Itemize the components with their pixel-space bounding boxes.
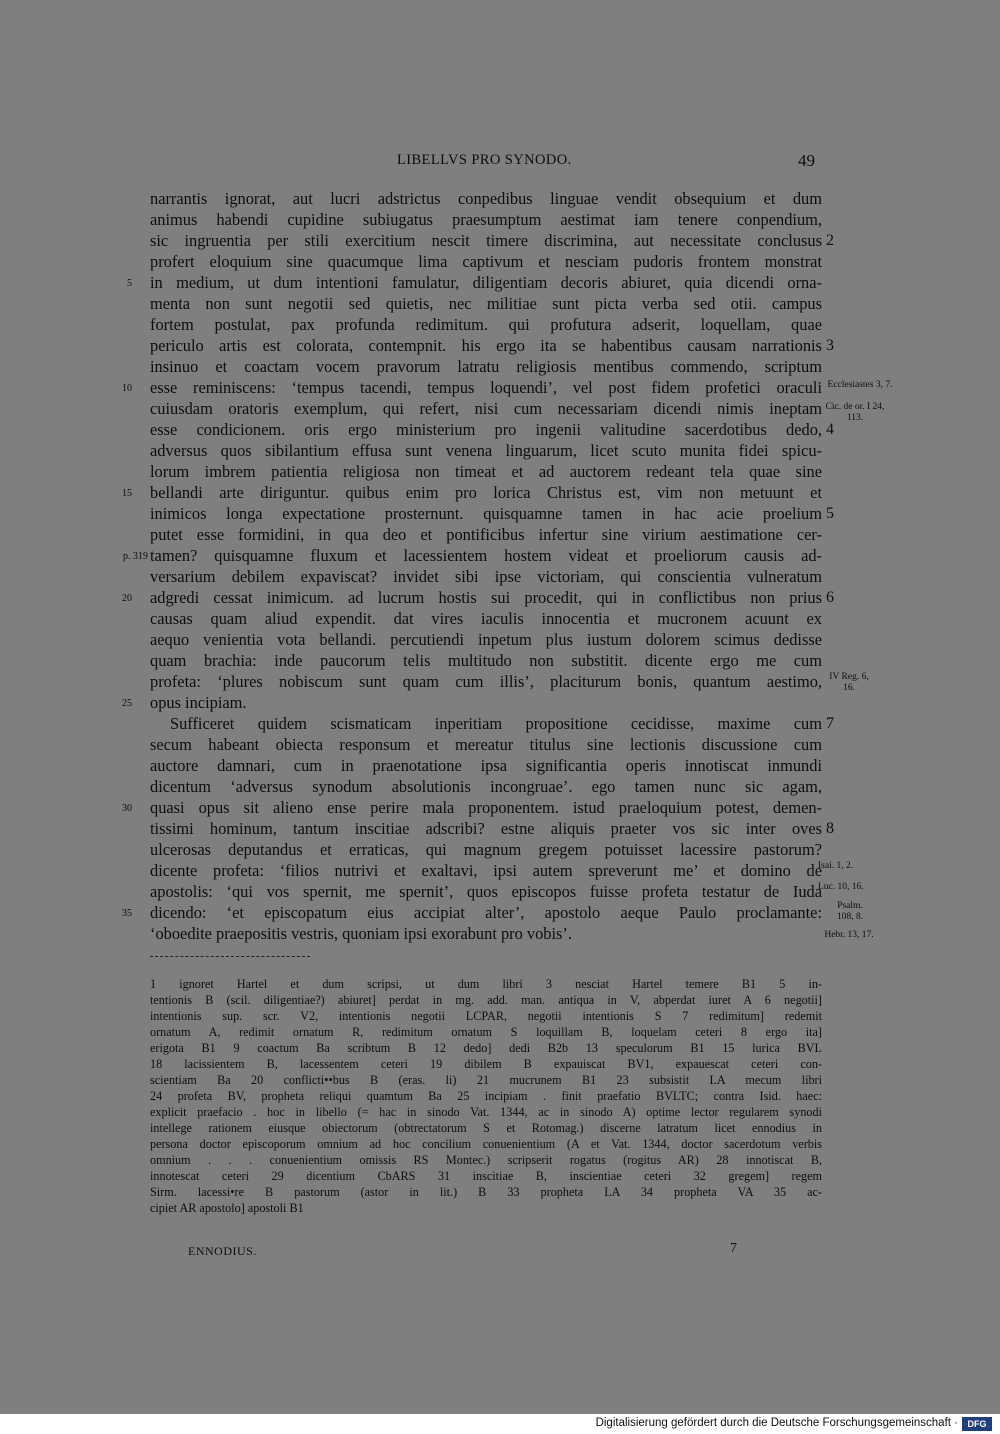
marginal-reference: Hebr. 13, 17.	[824, 930, 874, 940]
line-number: 5	[127, 278, 132, 289]
line-number: 15	[122, 488, 132, 499]
chapter-number: 4	[826, 421, 834, 438]
footnote-line: explicit praefacio . hoc in libello (= hac in sinodo Vat. 1344, ac in sinodo A) optime lector regularem synodi	[150, 1105, 822, 1119]
text-line: ulcerosas deputandus et erraticas, qui magnum gregem potuisset lacessire pastorum?	[150, 840, 822, 859]
running-title: LIBELLVS PRO SYNODO.	[397, 152, 572, 168]
text-line: bellandi arte diriguntur. quibus enim pro lorica Christus est, vim non metuunt et	[150, 483, 822, 502]
text-line: Sufficeret quidem scismaticam inperitiam propositione cecidisse, maxime cum	[170, 714, 822, 733]
text-line: secum habeant obiecta responsum et mereatur titulus sine lectionis discussione cum	[150, 735, 822, 754]
text-line: quasi opus sit alieno ense perire mala proponentem. istud praeloquium potest, demen-	[150, 798, 822, 817]
text-line: opus incipiam.	[150, 693, 247, 712]
footnote-line: intellege rationem eiusque obiectorum (obtrectatorum S et Rotomag.) discerne latratum licet ennodius in	[150, 1121, 822, 1135]
line-number: 35	[122, 908, 132, 919]
text-line: animus habendi cupidine subiugatus praesumptum aestimat iam tenere conpendium,	[150, 210, 822, 229]
text-line: esse condicionem. oris ergo ministerium pro ingenii valitudine sacerdotibus dedo,	[150, 420, 822, 439]
text-line: dicendo: ‘et episcopatum eius accipiat alter’, apostolo aeque Paulo proclamante:	[150, 903, 822, 922]
text-line: periculo artis est colorata, contempnit. his ergo ita se habentibus causam narrationis	[150, 336, 822, 355]
text-line: quam brachia: inde paucorum telis multitudo non substitit. dicente ergo me cum	[150, 651, 822, 670]
footer-credit: Digitalisierung gefördert durch die Deutsche Forschungsgemeinschaft ·	[595, 1417, 958, 1429]
line-number: 10	[122, 383, 132, 394]
footnote-line: scientiam Ba 20 conflicti••bus B (eras. li) 21 mucrunem B1 23 subsistit LA mecum libri	[150, 1073, 822, 1087]
text-line: sic ingruentia per stili exercitium nescit timere discrimina, aut necessitate conclusus	[150, 231, 822, 250]
dfg-logo-icon: DFG	[962, 1417, 992, 1431]
text-line: menta non sunt negotii sed quietis, nec militiae sunt picta verba sed otii. campus	[150, 294, 822, 313]
line-number: p. 319	[123, 551, 148, 562]
text-line: in medium, ut dum intentioni famulatur, diligentiam decoris abiuret, quia dicendi orna-	[150, 273, 822, 292]
text-line: versarium debilem expaviscat? invidet sibi ipse victoriam, qui conscientia vulneratum	[150, 567, 822, 586]
footnote-line: intentionis sup. scr. V2, intentionis negotii LCPAR, negotii intentionis S 7 redimitum] redemit	[150, 1009, 822, 1023]
footnote-line: innotescat ceteri 29 dicentium CbARS 31 inscitiae B, inscientiae ceteri 32 gregem] regem	[150, 1169, 822, 1183]
marginal-reference: Ecclesiastes 3, 7.	[827, 380, 893, 390]
footnote-line: 18 lacissientem B, lacessentem ceteri 19 dibilem B expauiscat BV1, expauescat ceteri con-	[150, 1057, 822, 1071]
footnote-line: 1 ignoret Hartel et dum scripsi, ut dum libri 3 nesciat Hartel temere B1 5 in-	[150, 977, 822, 991]
text-line: ‘oboedite praepositis vestris, quoniam ipsi exorabunt pro vobis’.	[150, 924, 572, 943]
text-line: apostolis: ‘qui vos spernit, me spernit’, quos episcopos fuisse profeta testatur de Iuda	[150, 882, 822, 901]
signature-sheet-number: 7	[730, 1241, 737, 1256]
digitization-footer	[0, 1414, 1000, 1434]
footnote-separator	[150, 956, 310, 957]
text-line: lorum imbrem patientia religiosa non timeat et ad auctorem redeant tela quae sine	[150, 462, 822, 481]
chapter-number: 5	[826, 505, 834, 522]
marginal-reference: Cic. de or. I 24, 113.	[825, 402, 885, 423]
footnote-line: erigota B1 9 coactum Ba scribtum B 12 dedo] dedi B2b 13 speculorum B1 15 lurica BVL	[150, 1041, 822, 1055]
footnote-line: persona doctor episcoporum omnium ad hoc concilium conuenientium (A et Vat. 1344, doctor sacerdotum verbis	[150, 1137, 822, 1151]
text-line: dicentum ‘adversus synodum absolutionis incongruae’. ego tamen nunc sic agam,	[150, 777, 822, 796]
chapter-number: 6	[826, 589, 834, 606]
text-line: aequo venientia vota bellandi. percutiendi inpetum plus iustum dolorem scimus dedisse	[150, 630, 822, 649]
line-number: 30	[122, 803, 132, 814]
critical-apparatus	[150, 976, 822, 1216]
footnote-line: Sirm. lacessi•re B pastorum (astor in lit.) B 33 propheta LA 34 propheta VA 35 ac-	[150, 1185, 822, 1199]
text-line: adgredi cessat inimicum. ad lucrum hostis sui procedit, qui in conflictibus non prius	[150, 588, 822, 607]
footnote-line: ornatum A, redimit ornatum R, redimitum ornatum S loquillam B, loquelam ceteri 8 ergo ita]	[150, 1025, 822, 1039]
text-line: adversus quos sibilantium effusa sunt venena linguarum, licet scuto munita fidei spicu-	[150, 441, 822, 460]
text-line: putet esse formidini, in qua deo et pontificibus infertur sine virium aestimatione cer-	[150, 525, 822, 544]
marginal-reference: Luc. 10, 16.	[818, 882, 864, 892]
text-line: esse reminiscens: ‘tempus tacendi, tempus loquendi’, vel post fidem profetici oraculi	[150, 378, 822, 397]
footnote-line: cipiet AR apostolo] apostoli B1	[150, 1201, 304, 1215]
chapter-number: 3	[826, 337, 834, 354]
text-line: narrantis ignorat, aut lucri adstrictus conpedibus linguae vendit obsequium et dum	[150, 189, 822, 208]
marginal-reference: Psalm. 108, 8.	[836, 901, 864, 922]
main-text	[150, 188, 822, 944]
marginal-reference: Isai. 1, 2.	[818, 861, 854, 871]
text-line: fortem postulat, pax profunda redimitum. qui profutura adserit, loquellam, quae	[150, 315, 822, 334]
chapter-number: 7	[826, 715, 834, 732]
text-line: causas quam aliud expendit. dat vires iaculis innocentia et mucronem acuunt ex	[150, 609, 822, 628]
text-line: profeta: ‘plures nobiscum sunt quam cum illis’, placiturum bonis, quantum aestimo,	[150, 672, 822, 691]
signature-author: ENNODIUS.	[188, 1244, 257, 1258]
text-line: auctore damnari, cum in praenotatione ipsa significantia operis innotiscat inmundi	[150, 756, 822, 775]
footnote-line: omnium . . . conuenientium omissis RS Montec.) scripserit rogatus (rogitus AR) 28 innotiscat B,	[150, 1153, 822, 1167]
chapter-number: 8	[826, 820, 834, 837]
footnote-line: tentionis B (scil. diligentiae?) abiuret] perdat in mg. add. man. antiqua in V, abperdat iuret A 6 negotii]	[150, 993, 822, 1007]
text-line: inimicos longa expectatione prosternunt. quisquamne tamen in hac acie proelium	[150, 504, 822, 523]
line-number: 25	[122, 698, 132, 709]
text-line: tamen? quisquamne fluxum et lacessientem hostem videat et proeliorum causis ad-	[150, 546, 822, 565]
marginal-reference: IV Reg. 6, 16.	[829, 672, 869, 693]
line-number: 20	[122, 593, 132, 604]
footnote-line: 24 profeta BV, propheta reliqui quamtum Ba 25 incipiam . finit praefatio BVLTC; contra Isid. haec:	[150, 1089, 822, 1103]
text-line: profert eloquium sine quacumque lima captivum et nesciam pudoris frontem monstrat	[150, 252, 822, 271]
chapter-number: 2	[826, 232, 834, 249]
text-line: cuiusdam oratoris exemplum, qui refert, nisi cum necessariam dicendi nimis ineptam	[150, 399, 822, 418]
page-number: 49	[798, 151, 815, 170]
text-line: tissimi hominum, tantum inscitiae adscribi? estne aliquis praeter vos sic inter oves	[150, 819, 822, 838]
text-line: dicente profeta: ‘filios nutrivi et exaltavi, ipsi autem spreverunt me’ et domino de	[150, 861, 822, 880]
text-line: insinuo et coactam vocem pravorum latratu religiosis mentibus commendo, scriptum	[150, 357, 822, 376]
